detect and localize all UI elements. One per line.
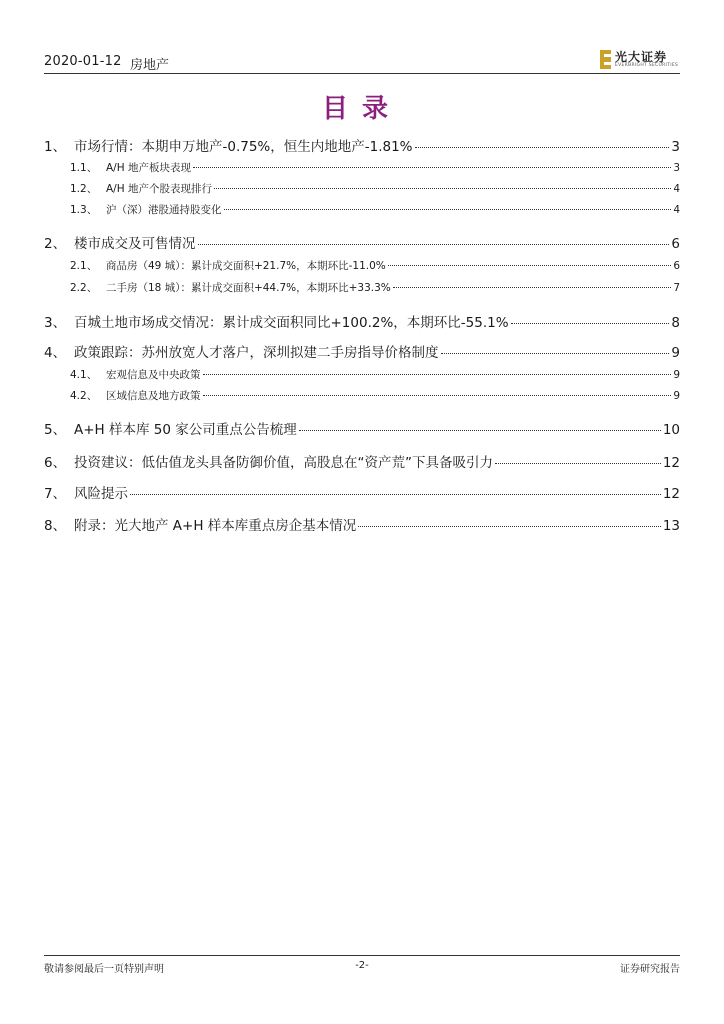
company-logo [600,48,680,72]
toc-entry-number: 4.1、 [70,369,98,381]
toc-entry-number: 7、 [44,486,67,502]
toc-entry-page: 3 [671,139,680,155]
toc-dot-leader [388,264,672,266]
toc-entry-label: A/H 地产个股表现排行 [106,183,212,195]
page-number: -2- [355,960,369,971]
toc-entry-label: 政策跟踪：苏州放宽人才落户，深圳拟建二手房指导价格制度 [74,345,439,361]
toc-entry-number: 1.1、 [70,162,98,174]
toc-dot-leader [214,187,671,189]
toc-entry[interactable] [44,418,680,438]
toc-entry-number: 2.1、 [70,260,98,272]
toc-entry-page: 9 [673,369,680,381]
toc-entry-label: 投资建议：低估值龙头具备防御价值，高股息在“资产荒”下具备吸引力 [74,455,493,471]
toc-entry-page: 4 [673,183,680,195]
toc-entry-number: 5、 [44,422,67,438]
toc-entry[interactable] [44,451,680,471]
toc-entry-number: 1.2、 [70,183,98,195]
toc-entry[interactable] [44,514,680,534]
toc-dot-leader [511,322,670,324]
toc-entry-page: 6 [671,236,680,252]
header-divider [44,73,680,74]
toc-entry[interactable] [44,311,680,331]
toc-dot-leader [203,373,672,375]
toc-entry-number: 4、 [44,345,67,361]
toc-entry-label: 风险提示 [74,486,128,502]
toc-entry[interactable] [44,135,680,155]
toc-entry-page: 6 [673,260,680,272]
toc-entry-number: 8、 [44,518,67,534]
toc-dot-leader [358,525,661,527]
toc-entry-label: A/H 地产板块表现 [106,162,191,174]
toc-entry-page: 10 [662,422,680,438]
toc-dot-leader [130,493,661,495]
toc-entry-number: 4.2、 [70,390,98,402]
toc-entry-number: 2、 [44,236,67,252]
report-date: 2020-01-12 [44,54,122,69]
toc-entry-page: 9 [673,390,680,402]
toc-dot-leader [193,166,671,168]
toc-entry-page: 12 [662,455,680,471]
toc-dot-leader [495,462,661,464]
toc-entry[interactable] [44,482,680,502]
toc-dot-leader [393,286,672,288]
toc-entry-page: 13 [662,518,680,534]
toc-entry-label: 附录：光大地产 A+H 样本库重点房企基本情况 [74,518,357,534]
toc-dot-leader [299,429,661,431]
toc-entry-page: 4 [673,204,680,216]
toc-entry-page: 7 [673,282,680,294]
toc-entry[interactable] [44,202,680,217]
toc-entry-page: 3 [673,162,680,174]
toc-entry-label: 百城土地市场成交情况：累计成交面积同比+100.2%，本期环比-55.1% [74,315,509,331]
toc-entry-label: 宏观信息及中央政策 [106,369,201,381]
toc-entry[interactable] [44,280,680,295]
page-header [44,48,680,72]
toc-dot-leader [441,352,670,354]
toc-entry[interactable] [44,367,680,382]
footer-report-type: 证券研究报告 [620,964,680,975]
logo-text-en: EVERBRIGHT SECURITIES [615,63,679,68]
toc-dot-leader [224,208,672,210]
toc-title: 目录 [321,94,402,124]
toc-entry-number: 1、 [44,139,67,155]
toc-entry-label: 区域信息及地方政策 [106,390,201,402]
logo-text-cn: 光大证券 [615,50,668,64]
logo-mark-icon [600,50,611,69]
toc-entry[interactable] [44,160,680,175]
toc-entry-page: 12 [662,486,680,502]
toc-entry[interactable] [44,181,680,196]
toc-entry-page: 9 [671,345,680,361]
toc-entry-number: 1.3、 [70,204,98,216]
toc-entry-number: 3、 [44,315,67,331]
footer-disclaimer: 敬请参阅最后一页特别声明 [44,964,164,975]
toc-entry[interactable] [44,388,680,403]
footer-divider [44,955,680,956]
report-sector: 房地产 [130,58,170,73]
toc-entry-label: 二手房（18 城）：累计成交面积+44.7%，本期环比+33.3% [106,282,391,294]
toc-entry-number: 6、 [44,455,67,471]
toc-entry[interactable] [44,232,680,252]
toc-dot-leader [415,146,670,148]
toc-entry-number: 2.2、 [70,282,98,294]
toc-entry-label: 商品房（49 城）：累计成交面积+21.7%，本期环比-11.0% [106,260,386,272]
toc-entry[interactable] [44,341,680,361]
toc-dot-leader [198,243,670,245]
toc-entry-label: 沪（深）港股通持股变化 [106,204,222,216]
toc-entry[interactable] [44,258,680,273]
toc-entry-label: 市场行情：本期申万地产-0.75%，恒生内地地产-1.81% [74,139,413,155]
toc-dot-leader [203,394,672,396]
toc-entry-label: 楼市成交及可售情况 [74,236,196,252]
toc-entry-page: 8 [671,315,680,331]
toc-entry-label: A+H 样本库 50 家公司重点公告梳理 [74,422,297,438]
